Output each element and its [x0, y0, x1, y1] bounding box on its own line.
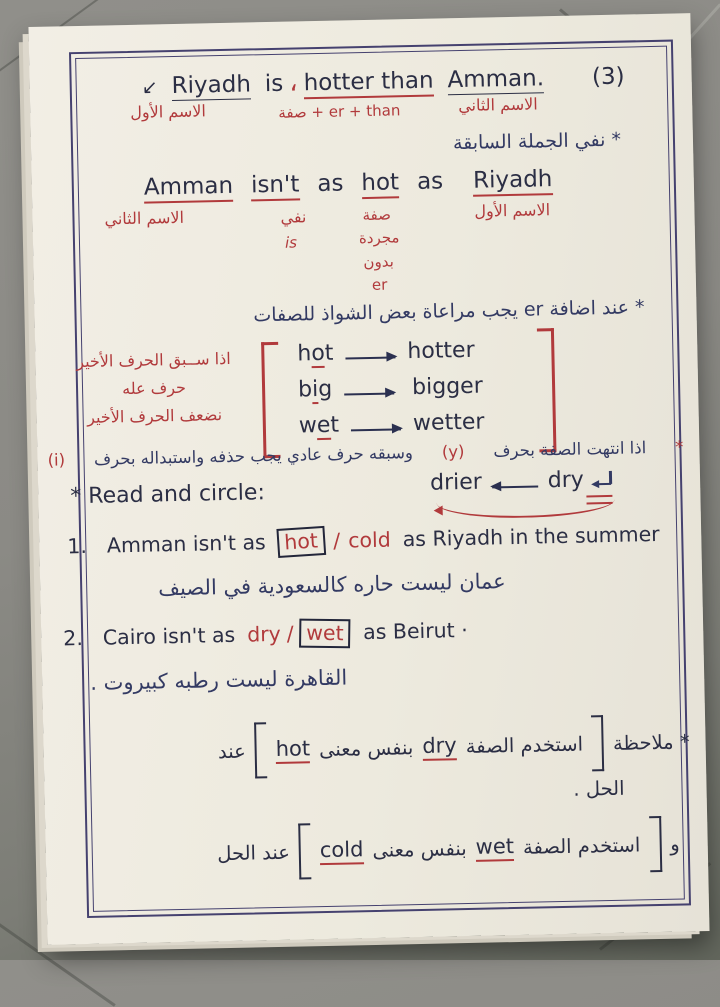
y-rule-part-2: وسبقه حرف عادي يجب حذفه واستبداله بحرف [93, 443, 414, 469]
annotation-is: is [284, 233, 298, 252]
item-2-post: as Beirut · [362, 617, 468, 645]
side-note-line-2: حرف عله [121, 377, 187, 399]
worksheet-page [28, 13, 709, 945]
annotation-adj-1: صفة [362, 205, 392, 225]
open-bracket-icon [591, 715, 604, 771]
item-number: 1. [67, 533, 88, 559]
annotation-first-noun: الاسم الأول [130, 101, 207, 122]
red-asterisk: * [674, 437, 684, 457]
y-rule-letter-i: (i) [47, 450, 66, 470]
note-2 [217, 816, 681, 882]
choice-cold: cold [347, 527, 391, 553]
negative-sentence [144, 166, 553, 204]
right-arrow-icon [351, 428, 401, 431]
example-hot [297, 338, 475, 367]
title-sentence [141, 61, 625, 103]
neg-word-riyadh: Riyadh [473, 166, 553, 197]
neg-word-as2: as [416, 168, 444, 195]
note-2-label: و [670, 832, 680, 856]
note-2-tail: عند الحل [217, 840, 291, 865]
item-1-pre: Amman isn't as [106, 530, 266, 558]
note-1-tail: عند [217, 739, 246, 763]
note-1-adj-dry: dry [422, 733, 457, 761]
circled-choice-wet: wet [300, 619, 352, 649]
left-arrow-icon [492, 485, 538, 488]
item-1-post: as Riyadh in the summer [402, 521, 660, 552]
close-bracket-icon [254, 722, 267, 778]
annotation-second-noun-2: الاسم الثاني [104, 207, 185, 229]
choice-slash: / [333, 528, 341, 553]
result-word-hotter: hotter [407, 337, 475, 365]
note-2-ref-cold: cold [320, 837, 364, 865]
choice-dry: dry [246, 621, 282, 647]
note-2-use: استخدم الصفة [522, 832, 641, 859]
circled-choice-hot: hot [277, 526, 326, 558]
note-1-tail-line-2: الحل . [573, 776, 625, 801]
dry-drier-example [430, 467, 614, 496]
note-1 [217, 713, 690, 779]
return-arrow-icon [594, 471, 614, 489]
negation-heading: * نفي الجملة السابقة [452, 128, 622, 155]
item-2-translation: القاهرة ليست رطبه كبيروت . [89, 665, 348, 695]
note-2-same: بنفس معنى [372, 836, 467, 862]
annotation-adj-3: بدون [363, 252, 394, 272]
side-note-line-3: نضعف الحرف الأخير [86, 405, 223, 427]
neg-word-amman: Amman [144, 173, 234, 204]
annotation-adj-2: مجردة [358, 228, 400, 248]
item-2-pre: Cairo isn't as [102, 622, 236, 650]
exercise-item-2 [63, 616, 468, 653]
base-word-hot: hot [297, 340, 334, 367]
title-word-is: is [264, 70, 284, 98]
title-word-amman: Amman. [447, 65, 545, 94]
y-rule-line [47, 437, 683, 469]
side-note-line-1: اذا ســبق الحرف الأخير [76, 348, 231, 372]
title-word-riyadh: Riyadh [171, 71, 252, 100]
neg-word-hot: hot [361, 169, 399, 199]
y-rule-part-1: اذا انتهت الصفة بحرف [493, 438, 647, 461]
base-word-wet: wet [298, 412, 340, 439]
y-rule-letter-y: (y) [441, 441, 465, 462]
red-double-underline [586, 495, 612, 505]
annotation-first-noun-2: الاسم الأول [474, 200, 551, 221]
annotation-negation-word: نفي [280, 207, 307, 227]
neg-word-isnt: isn't [251, 171, 300, 201]
note-2-adj-wet: wet [475, 834, 514, 862]
result-word-wetter: wetter [412, 409, 485, 437]
close-bracket-icon [298, 823, 311, 879]
red-comma-mark: ، [288, 67, 298, 98]
annotation-second-noun: الاسم الثاني [457, 94, 538, 116]
example-wet [299, 410, 485, 439]
item-number: 2. [63, 626, 84, 651]
choice-slash: / [286, 621, 294, 646]
annotation-adjective-formula: صفة + er + than [278, 101, 401, 122]
note-1-ref-hot: hot [275, 736, 310, 764]
exercise-heading: * Read and circle: [70, 480, 266, 510]
right-arrow-icon [346, 356, 396, 359]
page-number: (3) [591, 63, 625, 91]
item-1-translation: عمان ليست حاره كالسعودية في الصيف [157, 569, 506, 601]
down-left-arrow-icon: ↙ [141, 76, 158, 99]
word-dry: dry [547, 467, 585, 494]
er-rule-heading: * عند اضافة er يجب مراعاة بعض الشواذ للصفات [253, 296, 645, 327]
word-drier: drier [429, 469, 483, 496]
result-word-bigger: bigger [411, 373, 483, 401]
title-word-hotter-than: hotter than [303, 68, 433, 100]
right-arrow-icon [344, 392, 394, 395]
red-close-bracket [537, 328, 557, 452]
red-open-bracket [261, 342, 280, 458]
note-1-use: استخدم الصفة [465, 732, 584, 758]
base-word-big: big [297, 376, 333, 403]
example-big [298, 374, 483, 403]
open-bracket-icon [649, 816, 662, 872]
annotation-adj-er: er [371, 275, 388, 294]
neg-word-as1: as [317, 170, 344, 198]
note-1-same: بنفس معنى [318, 735, 414, 761]
er-rule-side-note [49, 344, 259, 432]
exercise-item-1 [67, 520, 660, 561]
note-1-label: * ملاحظة [612, 729, 690, 755]
